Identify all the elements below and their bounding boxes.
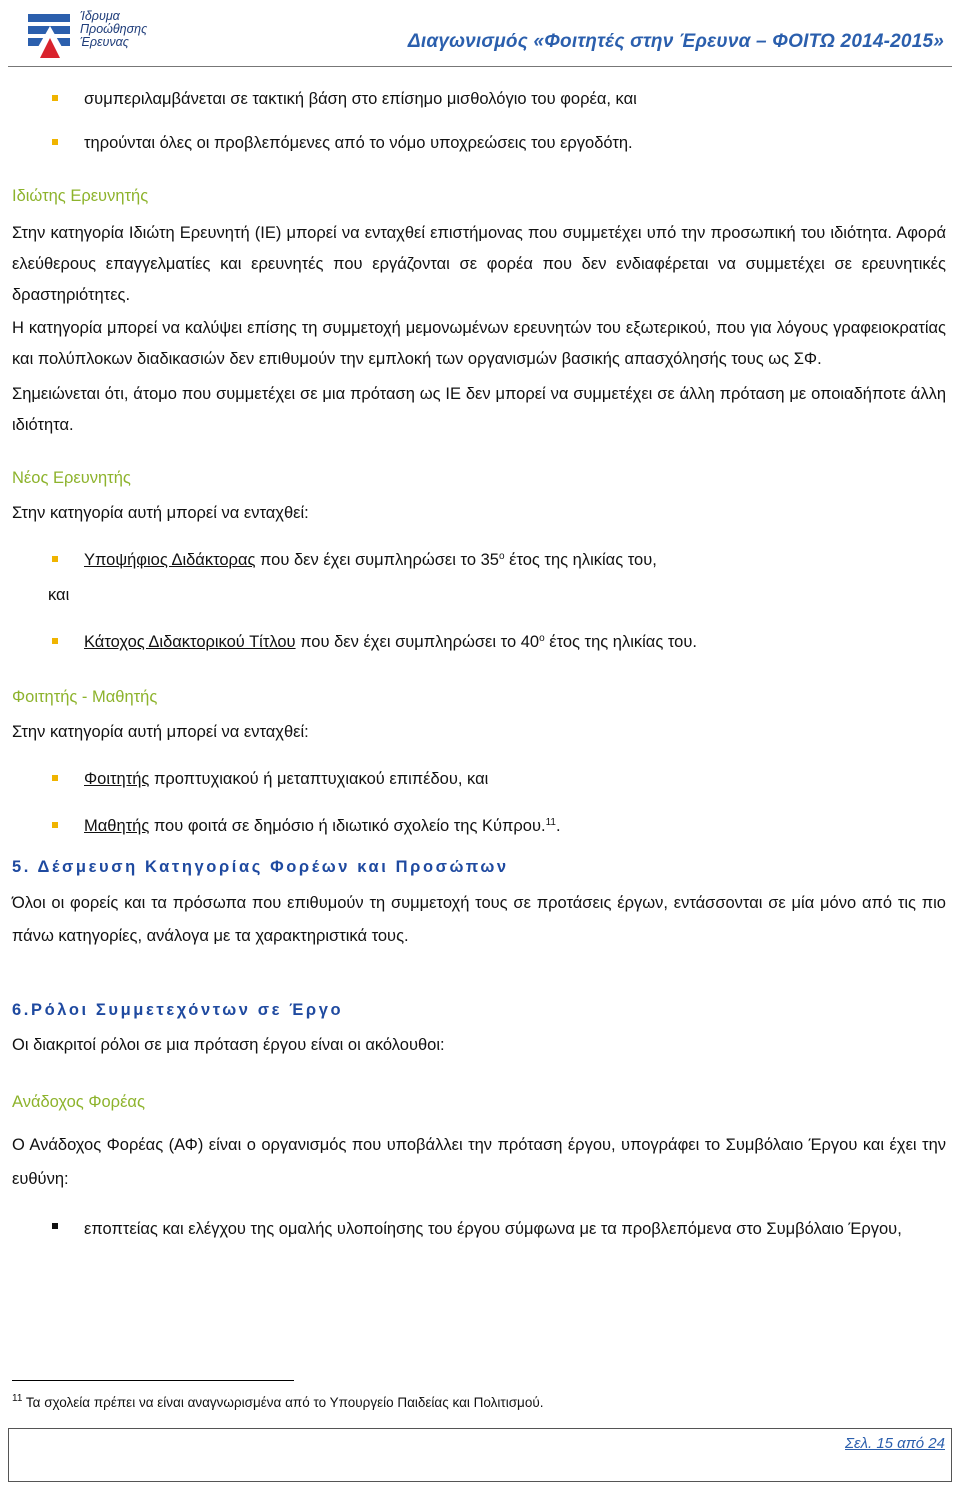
list-item-text: . (555, 817, 561, 835)
connector-text: και (48, 586, 70, 604)
bullet-icon (52, 638, 58, 644)
list-item-text: προπτυχιακού ή μεταπτυχιακού επιπέδου, και (149, 770, 489, 788)
list-item-text: έτος της ηλικίας του, (504, 551, 657, 569)
bullet-icon (52, 95, 58, 101)
logo-line: Προώθησης (80, 22, 148, 36)
heading-neos: Νέος Ερευνητής (12, 469, 131, 487)
logo-text (80, 10, 147, 49)
footnote (12, 1394, 543, 1412)
page-footer (8, 1428, 952, 1482)
list-item (12, 545, 946, 576)
bullet-icon (52, 1223, 58, 1229)
list-item-text: εποπτείας και ελέγχου της ομαλής υλοποίησης του έργου σύμφωνα με τα προβλεπόμενα στο Συμβόλαιο Έργου, (84, 1220, 902, 1238)
term-link: Φοιτητής (84, 770, 150, 788)
paragraph: Στην κατηγορία αυτή μπορεί να ενταχθεί: (12, 723, 309, 741)
foundation-logo (24, 8, 164, 60)
list-item-text: που φοιτά σε δημόσιο ή ιδιωτικό σχολείο της Κύπρου. (149, 817, 546, 835)
heading-idiotis: Ιδιώτης Ερευνητής (12, 187, 149, 205)
list-item (12, 1212, 946, 1246)
heading-anadoxos: Ανάδοχος Φορέας (12, 1093, 145, 1111)
term-link: Κάτοχος Διδακτορικού Τίτλου (84, 633, 296, 651)
list-item (12, 627, 946, 658)
list-item (12, 128, 946, 159)
section-5-title: 5. Δέσμευση Κατηγορίας Φορέων και Προσώπων (12, 858, 509, 876)
paragraph: Στην κατηγορία αυτή μπορεί να ενταχθεί: (12, 504, 309, 522)
term-link: Υποψήφιος Διδάκτορας (84, 551, 256, 569)
superscript: ο (539, 633, 545, 644)
bullet-icon (52, 822, 58, 828)
paragraph: Ο Ανάδοχος Φορέας (ΑΦ) είναι ο οργανισμός που υποβάλλει την πρόταση έργου, υπογράφει το Συμβόλαιο Έργου και έχει την ευθύνη: (12, 1136, 946, 1188)
footnote-ref: 11 (545, 817, 556, 828)
list-item-text: έτος της ηλικίας του. (544, 633, 697, 651)
header-title: Διαγωνισμός «Φοιτητές στην Έρευνα – ΦΟΙΤΩ 2014-2015» (407, 31, 944, 52)
paragraph: Όλοι οι φορείς και τα πρόσωπα που επιθυμούν τη συμμετοχή τους σε προτάσεις έργων, εντάσσονται σε μία μόνο από τις πιο πάνω κατηγορίες, ανάλογα με τα χαρακτηριστικά τους. (12, 894, 946, 945)
logo-line: Ίδρυμα (80, 9, 120, 23)
paragraph: Η κατηγορία μπορεί να καλύψει επίσης τη συμμετοχή μεμονωμένων ερευνητών του εξωτερικού, που για λόγους γραφειοκρατίας και πολύπλοκων διαδικασιών δεν επιθυμούν την εμπλοκή των οργανισμών βασικής απασχόλησής τους ως ΣΦ. (12, 319, 946, 368)
footnote-divider (12, 1380, 294, 1381)
paragraph: Οι διακριτοί ρόλοι σε μια πρόταση έργου είναι οι ακόλουθοι: (12, 1036, 445, 1054)
page-header (0, 0, 960, 68)
bullet-icon (52, 775, 58, 781)
list-item-text: τηρούνται όλες οι προβλεπόμενες από το νόμο υποχρεώσεις του εργοδότη. (84, 134, 633, 152)
heading-foititis: Φοιτητής - Μαθητής (12, 688, 158, 706)
section-6-title: 6.Ρόλοι Συμμετεχόντων σε Έργο (12, 1001, 344, 1019)
document-body (12, 80, 946, 1246)
footnote-text: Τα σχολεία πρέπει να είναι αναγνωρισμένα από το Υπουργείο Παιδείας και Πολιτισμού. (25, 1395, 544, 1410)
header-divider (8, 66, 952, 67)
list-item-text: συμπεριλαμβάνεται σε τακτική βάση στο επίσημο μισθολόγιο του φορέα, και (84, 90, 637, 108)
list-item-text: που δεν έχει συμπληρώσει το 40 (295, 633, 540, 651)
page-number: Σελ. 15 από 24 (845, 1435, 945, 1452)
list-item (12, 811, 946, 842)
list-item-text: που δεν έχει συμπληρώσει το 35 (255, 551, 499, 569)
footnote-number: 11 (12, 1393, 23, 1404)
bullet-icon (52, 556, 58, 562)
paragraph: Σημειώνεται ότι, άτομο που συμμετέχει σε μια πρόταση ως ΙΕ δεν μπορεί να συμμετέχει σε άλλη πρόταση με οποιαδήποτε άλλη ιδιότητα. (12, 385, 946, 434)
logo-line: Έρευνας (80, 35, 129, 49)
list-item (12, 84, 946, 115)
list-item (12, 764, 946, 795)
paragraph: Στην κατηγορία Ιδιώτη Ερευνητή (ΙΕ) μπορεί να ενταχθεί επιστήμονας που συμμετέχει υπό την προσωπική του ιδιότητα. Αφορά ελεύθερους επαγγελματίες και ερευνητές που εργάζονται σε φορέα που δεν ενδιαφέρεται να συμμετέχει σε ερευνητικές δραστηριότητες. (12, 224, 946, 304)
logo-icon (24, 8, 76, 60)
term-link: Μαθητής (84, 817, 150, 835)
bullet-icon (52, 139, 58, 145)
superscript: ο (498, 551, 505, 562)
